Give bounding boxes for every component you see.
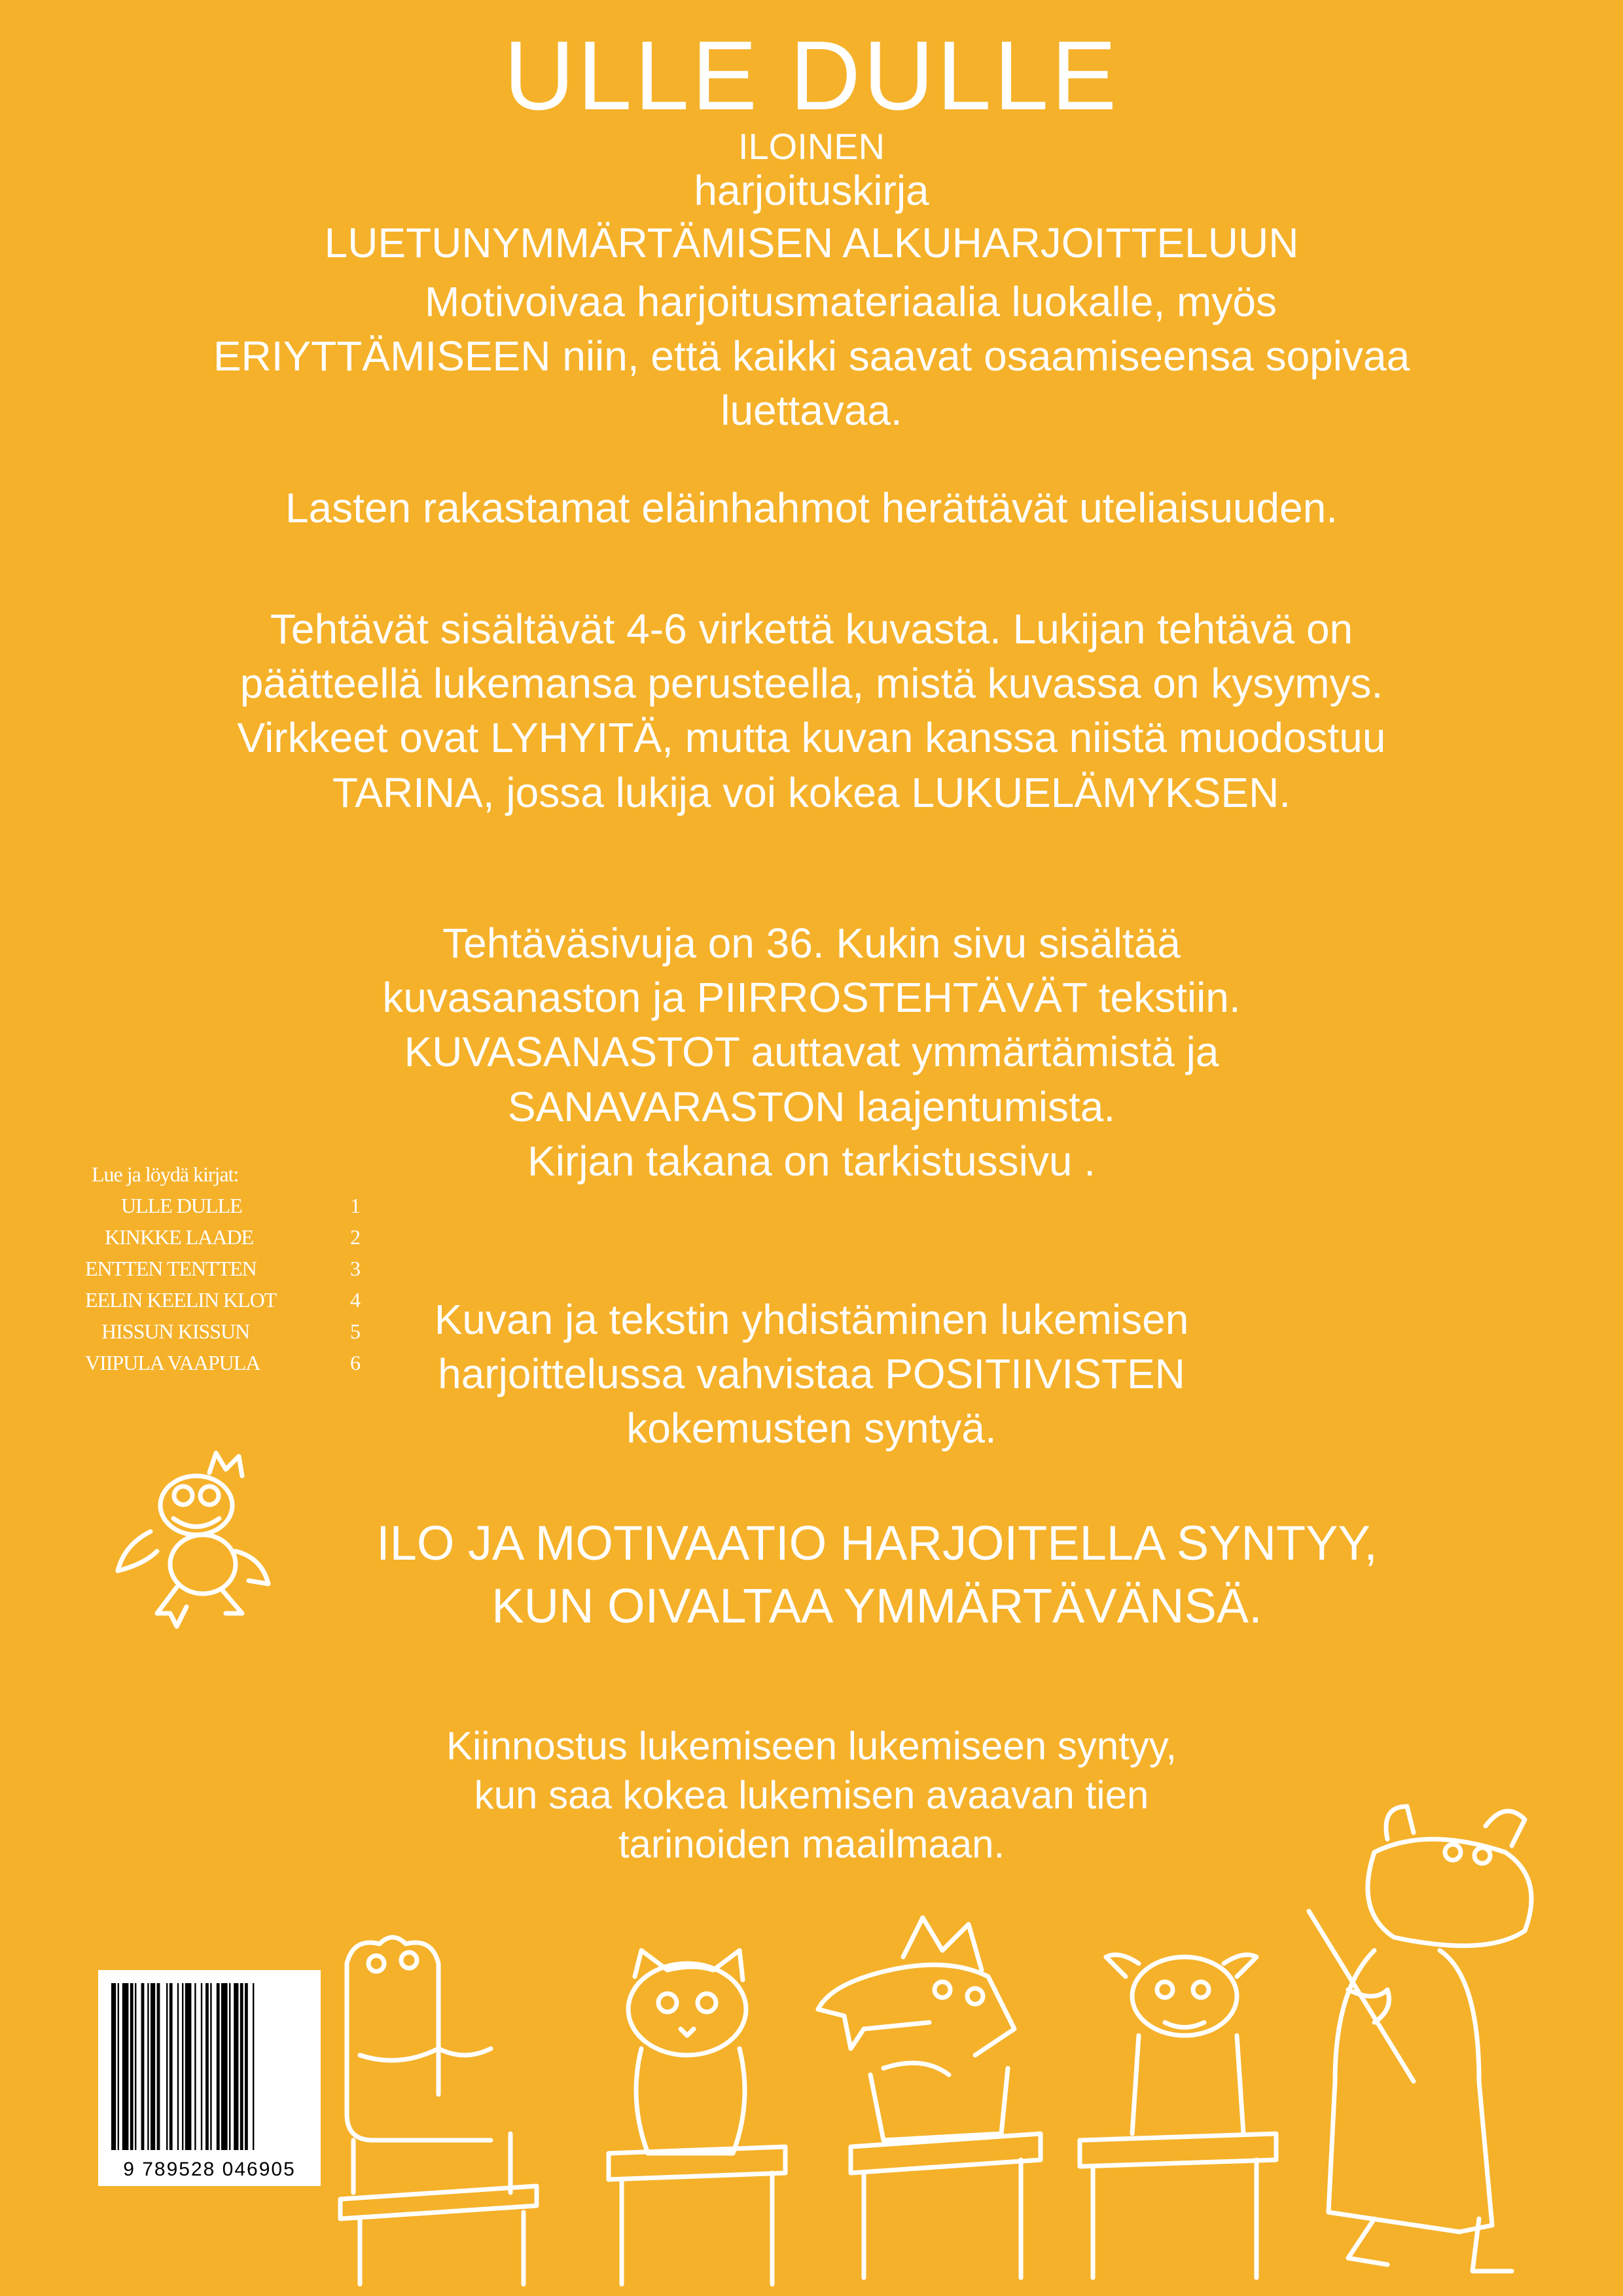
book-title: ENTTEN TENTTEN [85, 1257, 257, 1280]
highlight-line: KUN OIVALTAA YMMÄRTÄVÄNSÄ. [491, 1579, 1262, 1634]
barcode-bar [122, 1983, 129, 2150]
book-list-item [85, 1284, 360, 1316]
paragraph-line: kuvasanaston ja PIIRROSTEHTÄVÄT tekstiin. [382, 974, 1241, 1022]
crocodile-drawing [321, 1924, 543, 2291]
book-list-item [85, 1316, 360, 1347]
closing-line: kun saa kokea lukemisen avaavan tien [474, 1773, 1149, 1817]
book-title: EELIN KEELIN KLOT [85, 1288, 277, 1312]
subtitle-luetun: LUETUNYMMÄRTÄMISEN ALKUHARJOITTELUUN [324, 219, 1299, 266]
paragraph-line: TARINA, jossa lukija voi kokea LUKUELÄMYKSEN. [332, 768, 1291, 816]
barcode-bar [201, 1983, 202, 2150]
paragraph-line: Tehtäväsivuja on 36. Kukin sivu sisältää [442, 920, 1181, 967]
paragraph-line: KUVASANASTOT auttavat ymmärtämistä ja [404, 1028, 1219, 1076]
barcode-bar [234, 1983, 238, 2150]
book-number: 2 [350, 1225, 360, 1249]
closing-line: Kiinnostus lukemiseen lukemiseen syntyy, [446, 1724, 1177, 1768]
barcode-bar [210, 1983, 211, 2150]
book-number: 4 [350, 1288, 360, 1312]
intro-text [0, 275, 1623, 439]
book-number: 6 [350, 1351, 360, 1374]
subtitle-harjoituskirja: harjoituskirja [694, 167, 929, 214]
highlight-line: ILO JA MOTIVAATIO HARJOITELLA SYNTYY, [376, 1516, 1378, 1570]
barcode-bar [253, 1983, 254, 2150]
intro-line: luettavaa. [721, 387, 902, 435]
barcode-bar [151, 1983, 155, 2150]
barcode-bar [185, 1983, 192, 2150]
closing-line: tarinoiden maailmaan. [618, 1822, 1005, 1866]
barcode-number: 9 789528 046905 [123, 2159, 296, 2180]
hippo-teacher-drawing [1257, 1793, 1584, 2291]
barcode-bar [177, 1983, 179, 2150]
book-list-item [85, 1221, 360, 1253]
paragraph-line: kokemusten syntyä. [626, 1405, 997, 1452]
barcode-bar [217, 1983, 220, 2150]
book-title: KINKKE LAADE [105, 1225, 254, 1249]
barcode-bar [141, 1983, 145, 2150]
book-title: VIIPULA VAAPULA [85, 1351, 260, 1374]
barcode [98, 1970, 321, 2186]
barcode-bar [169, 1983, 173, 2150]
frog-drawing [105, 1446, 288, 1636]
barcode-bar [240, 1983, 243, 2150]
barcode-bar [130, 1983, 134, 2150]
barcode-bar [147, 1983, 149, 2150]
book-title: HISSUN KISSUN [101, 1319, 250, 1343]
intro-line: Motivoivaa harjoitusmateriaalia luokalle, myös [425, 278, 1277, 325]
paragraph-line: Kuvan ja tekstin yhdistäminen lukemisen [434, 1296, 1189, 1343]
barcode-bar [182, 1983, 183, 2150]
barcode-bar [157, 1983, 160, 2150]
cat-drawing [582, 1937, 805, 2291]
barcode-bar [221, 1983, 228, 2150]
page-title: ULLE DULLE [503, 20, 1120, 130]
barcode-bar [166, 1983, 168, 2150]
intro-line: ERIYTTÄMISEEN niin, että kaikki saavat osaamiseensa sopivaa [213, 332, 1410, 380]
book-list-item [85, 1190, 360, 1221]
paragraph-pages [0, 916, 1623, 1189]
book-title: ULLE DULLE [121, 1194, 242, 1217]
paragraph-line: SANAVARASTON laajentumista. [507, 1083, 1116, 1130]
barcode-bar [229, 1983, 230, 2150]
paragraph-line: harjoittelussa vahvistaa POSITIIVISTEN [438, 1350, 1185, 1398]
barcode-bars [111, 1983, 308, 2153]
barcode-bar [111, 1983, 116, 2150]
wolf-drawing [798, 1898, 1073, 2291]
paragraph-line: päätteellä lukemansa perusteella, mistä kuvassa on kysymys. [240, 660, 1383, 708]
barcode-bar [194, 1983, 196, 2150]
book-list [85, 1158, 360, 1378]
subtitle-iloinen: ILOINEN [738, 126, 885, 167]
book-number: 5 [350, 1319, 360, 1343]
paragraph-line: Tehtävät sisältävät 4-6 virkettä kuvasta. Lukijan tehtävä on [270, 605, 1353, 653]
paragraph-line: Virkkeet ovat LYHYITÄ, mutta kuvan kanssa niistä muodostuu [237, 714, 1386, 762]
paragraph-tasks [0, 602, 1623, 820]
book-list-item [85, 1253, 360, 1284]
paragraph-line: Kirjan takana on tarkistussivu . [527, 1137, 1096, 1185]
book-list-item [85, 1347, 360, 1378]
paragraph-characters: Lasten rakastamat eläinhahmot herättävät uteliaisuuden. [285, 484, 1338, 531]
highlight-text [249, 1512, 1505, 1638]
book-list-heading: Lue ja löydä kirjat: [92, 1162, 239, 1186]
book-number: 3 [350, 1257, 360, 1280]
barcode-bar [135, 1983, 136, 2150]
book-number: 1 [350, 1194, 360, 1217]
barcode-bar [118, 1983, 119, 2150]
barcode-bar [245, 1983, 248, 2150]
barcode-bar [205, 1983, 209, 2150]
